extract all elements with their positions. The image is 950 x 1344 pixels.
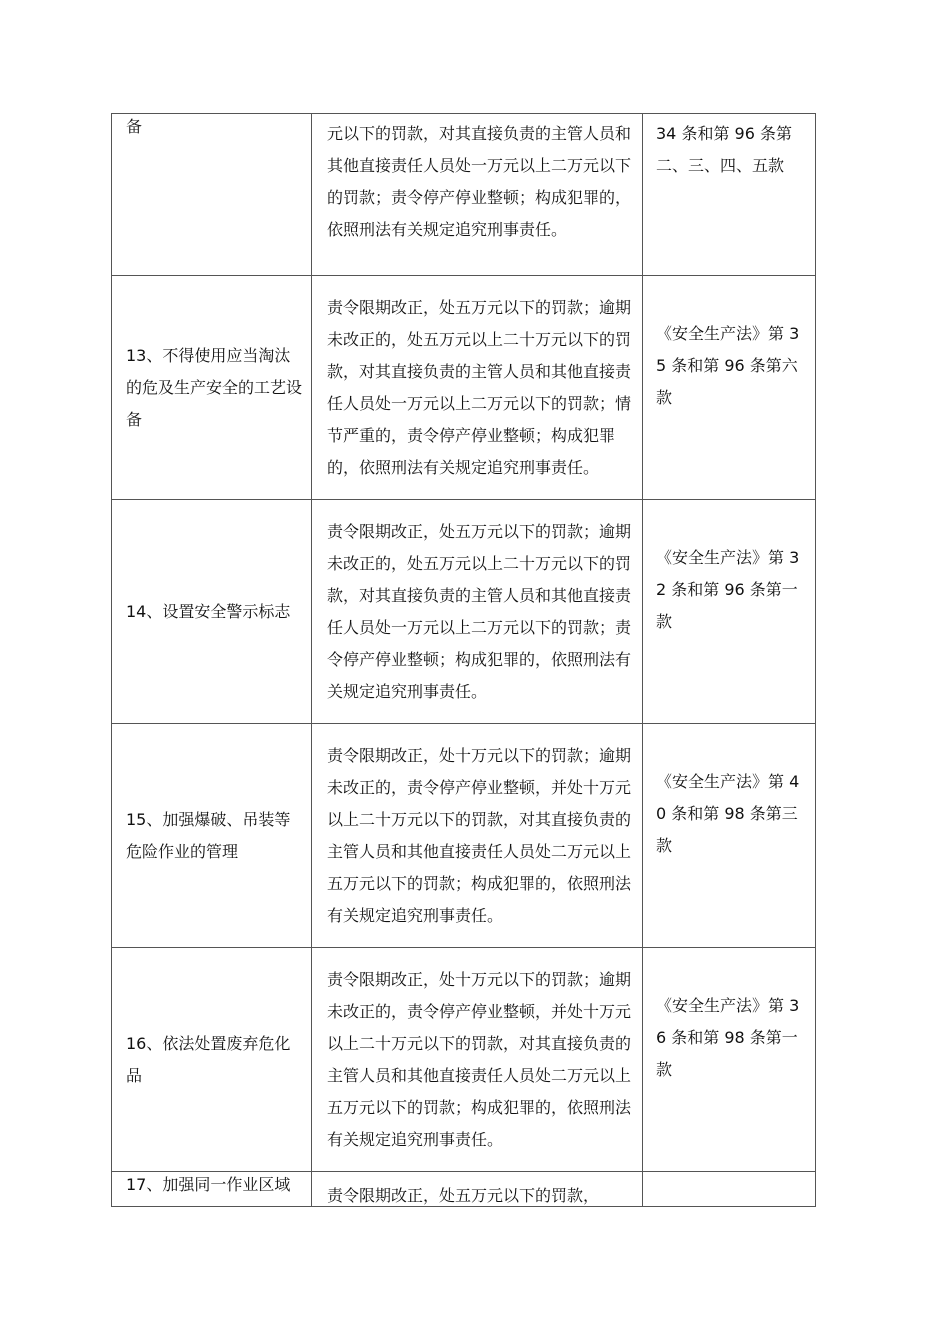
- item-cell: [112, 276, 312, 500]
- item-text: 16、依法处置废弃危化品: [126, 1033, 291, 1085]
- penalty-cell: [312, 500, 643, 724]
- basis-cell: [643, 276, 816, 500]
- basis-cell: [643, 1172, 816, 1207]
- basis-text: 《安全生产法》第 32 条和第 96 条第一款: [656, 548, 800, 631]
- table-row: [112, 114, 816, 276]
- penalty-text: 元以下的罚款，对其直接负责的主管人员和其他直接责任人员处一万元以上二万元以下的罚款；责令停产停业整顿；构成犯罪的，依照刑法有关规定追究刑事责任。: [327, 124, 632, 239]
- basis-cell: [643, 948, 816, 1172]
- item-text: 13、不得使用应当淘汰的危及生产安全的工艺设备: [126, 345, 303, 429]
- item-text: 17、加强同一作业区域: [126, 1175, 291, 1194]
- penalty-text: 责令限期改正，处五万元以下的罚款；逾期未改正的，处五万元以上二十万元以下的罚款，对其直接负责的主管人员和其他直接责任人员处一万元以上二万元以下的罚款；情节严重的，责令停产停业整顿；构成犯罪的，依照刑法有关规定追究刑事责任。: [327, 297, 632, 477]
- item-text: 14、设置安全警示标志: [126, 601, 291, 621]
- penalty-cell: [312, 1172, 643, 1207]
- basis-text: 《安全生产法》第 35 条和第 96 条第六款: [656, 324, 800, 407]
- item-cell: [112, 114, 312, 276]
- table-row: [112, 724, 816, 948]
- penalty-text: 责令限期改正，处五万元以下的罚款，: [327, 1186, 600, 1205]
- item-cell: [112, 1172, 312, 1207]
- penalty-text: 责令限期改正，处十万元以下的罚款；逾期未改正的，责令停产停业整顿，并处十万元以上二十万元以下的罚款，对其直接负责的主管人员和其他直接责任人员处二万元以上五万元以下的罚款；构成犯罪的，依照刑法有关规定追究刑事责任。: [327, 745, 632, 925]
- item-text: 15、加强爆破、吊装等危险作业的管理: [126, 809, 291, 861]
- item-cell: [112, 948, 312, 1172]
- table-row: [112, 500, 816, 724]
- table-row: [112, 1172, 816, 1207]
- item-text: 备: [126, 117, 143, 136]
- basis-cell: [643, 114, 816, 276]
- penalty-cell: [312, 724, 643, 948]
- penalty-text: 责令限期改正，处十万元以下的罚款；逾期未改正的，责令停产停业整顿，并处十万元以上二十万元以下的罚款，对其直接负责的主管人员和其他直接责任人员处二万元以上五万元以下的罚款；构成犯罪的，依照刑法有关规定追究刑事责任。: [327, 969, 632, 1149]
- item-cell: [112, 500, 312, 724]
- basis-text: 34 条和第 96 条第二、三、四、五款: [656, 124, 792, 175]
- penalty-cell: [312, 948, 643, 1172]
- basis-text: 《安全生产法》第 40 条和第 98 条第三款: [656, 772, 800, 855]
- table-row: [112, 276, 816, 500]
- penalty-cell: [312, 114, 643, 276]
- item-cell: [112, 724, 312, 948]
- penalty-text: 责令限期改正，处五万元以下的罚款；逾期未改正的，处五万元以上二十万元以下的罚款，对其直接负责的主管人员和其他直接责任人员处一万元以上二万元以下的罚款；责令停产停业整顿；构成犯罪的，依照刑法有关规定追究刑事责任。: [327, 521, 632, 701]
- table-row: [112, 948, 816, 1172]
- penalty-table: [111, 113, 816, 1207]
- basis-cell: [643, 724, 816, 948]
- basis-cell: [643, 500, 816, 724]
- penalty-cell: [312, 276, 643, 500]
- basis-text: 《安全生产法》第 36 条和第 98 条第一款: [656, 996, 800, 1079]
